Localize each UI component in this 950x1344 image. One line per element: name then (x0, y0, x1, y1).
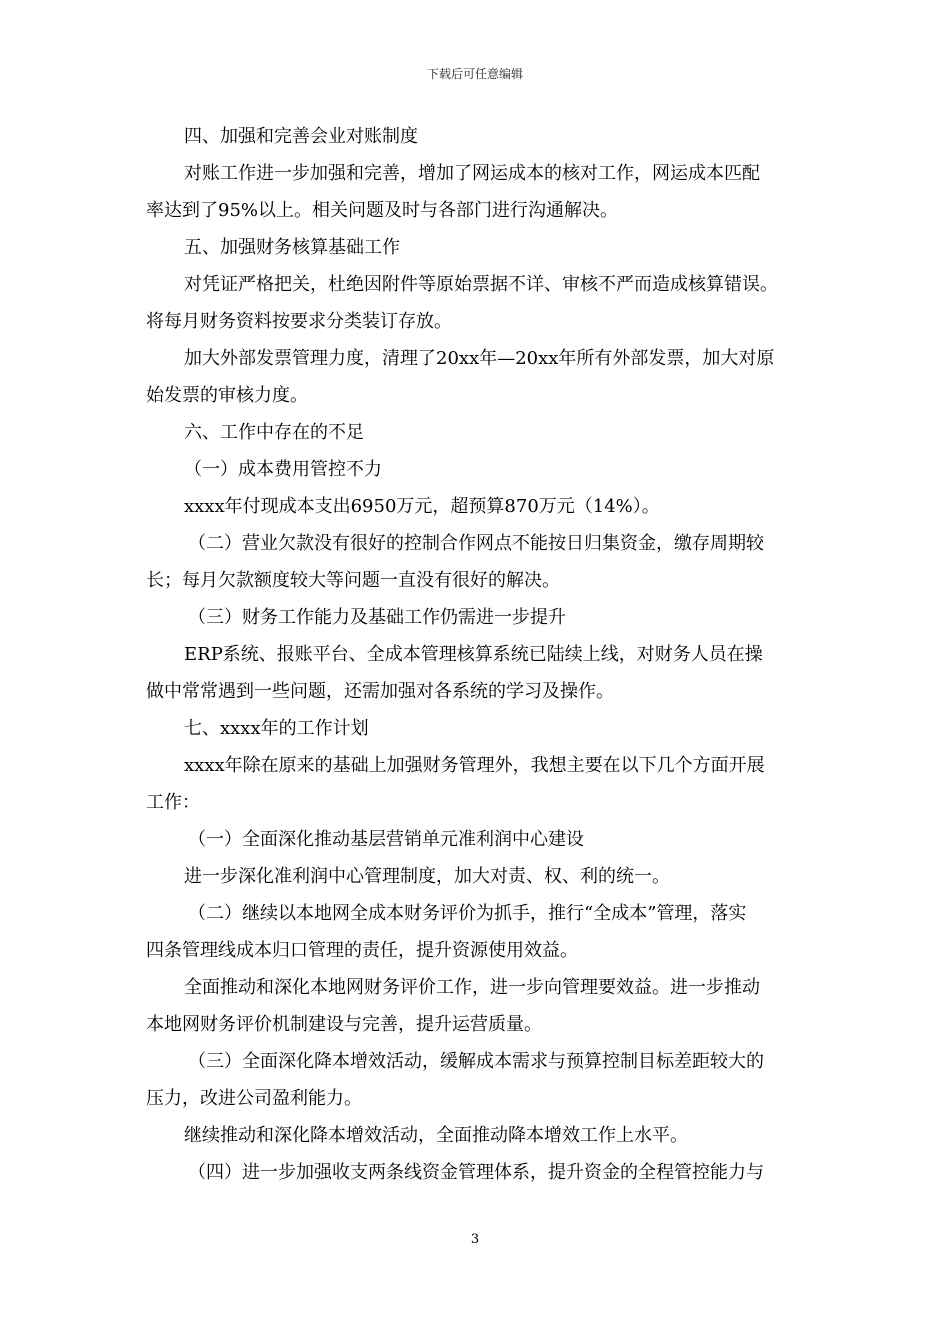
section-heading-4: 四、加强和完善会业对账制度 (184, 126, 418, 147)
paragraph-line: 对账工作进一步加强和完善，增加了网运成本的核对工作，网运成本匹配 (184, 163, 760, 184)
paragraph-line: ERP系统、报账平台、全成本管理核算系统已陆续上线，对财务人员在操 (184, 644, 763, 665)
paragraph-line: 将每月财务资料按要求分类装订存放。 (146, 311, 452, 332)
section-heading-5: 五、加强财务核算基础工作 (184, 237, 400, 258)
paragraph-line: 做中常常遇到一些问题，还需加强对各系统的学习及操作。 (146, 681, 614, 702)
paragraph-line: 本地网财务评价机制建设与完善，提升运营质量。 (146, 1014, 542, 1035)
paragraph-line: 工作： (146, 792, 200, 813)
paragraph-line: 压力，改进公司盈利能力。 (146, 1088, 362, 1109)
subsection-heading: （四）进一步加强收支两条线资金管理体系，提升资金的全程管控能力与 (188, 1162, 764, 1183)
paragraph-line: xxxx年除在原来的基础上加强财务管理外，我想主要在以下几个方面开展 (184, 755, 765, 776)
paragraph-line: 继续推动和深化降本增效活动，全面推动降本增效工作上水平。 (184, 1125, 688, 1146)
page-header: 下载后可任意编辑 (426, 67, 523, 81)
subsection-heading: （二）营业欠款没有很好的控制合作网点不能按日归集资金，缴存周期较 (188, 533, 764, 554)
paragraph-line: 加大外部发票管理力度，清理了20xx年—20xx年所有外部发票，加大对原 (184, 348, 775, 369)
subsection-heading: （一）成本费用管控不力 (184, 459, 382, 480)
paragraph-line: 全面推动和深化本地网财务评价工作，进一步向管理要效益。进一步推动 (184, 977, 760, 998)
paragraph-line: 进一步深化准利润中心管理制度，加大对责、权、利的统一。 (184, 866, 670, 887)
subsection-heading: （一）全面深化推动基层营销单元准利润中心建设 (188, 829, 584, 850)
paragraph-line: xxxx年付现成本支出6950万元，超预算870万元（14%）。 (184, 496, 660, 517)
subsection-heading: （三）全面深化降本增效活动，缓解成本需求与预算控制目标差距较大的 (188, 1051, 764, 1072)
paragraph-line: 始发票的审核力度。 (146, 385, 308, 406)
subsection-heading: （三）财务工作能力及基础工作仍需进一步提升 (188, 607, 566, 628)
subsection-heading: （二）继续以本地网全成本财务评价为抓手，推行“全成本”管理，落实 (188, 903, 747, 924)
section-heading-7: 七、xxxx年的工作计划 (184, 718, 369, 739)
document-body (146, 118, 806, 1191)
paragraph-line: 对凭证严格把关，杜绝因附件等原始票据不详、审核不严而造成核算错误。 (184, 274, 778, 295)
paragraph-line: 四条管理线成本归口管理的责任，提升资源使用效益。 (146, 940, 578, 961)
paragraph-line: 长；每月欠款额度较大等问题一直没有很好的解决。 (146, 570, 560, 591)
section-heading-6: 六、工作中存在的不足 (184, 422, 364, 443)
paragraph-line: 率达到了95%以上。相关问题及时与各部门进行沟通解决。 (146, 200, 619, 221)
page-number: 3 (470, 1232, 480, 1247)
